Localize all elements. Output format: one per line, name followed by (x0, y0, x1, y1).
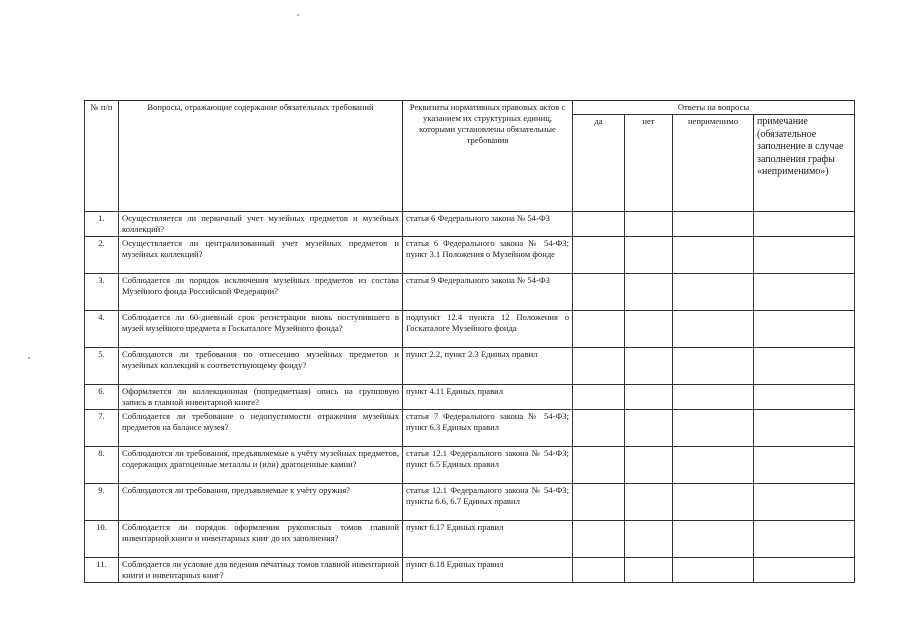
row-reference: статья 7 Федерального закона № 54-ФЗ; пункт 6.3 Единых правил (403, 410, 573, 447)
row-question: Соблюдается ли условие для ведения печатных томов главной инвентарной книги и инвентарных книг? (119, 558, 403, 583)
table-row (85, 447, 855, 484)
answer-no-cell[interactable] (625, 385, 673, 410)
row-number: 4. (85, 311, 119, 348)
row-question: Оформляется ли коллекционная (попредметная) опись на групповую запись в главной инвентарной книге? (119, 385, 403, 410)
answer-yes-cell[interactable] (573, 558, 625, 583)
answer-no-cell[interactable] (625, 348, 673, 385)
row-question: Соблюдаются ли требования, предъявляемые к учёту музейных предметов, содержащих драгоценные металлы и (или) драгоценные камни? (119, 447, 403, 484)
answer-no-cell[interactable] (625, 274, 673, 311)
answer-no-cell[interactable] (625, 521, 673, 558)
row-question: Соблюдается ли требование о недопустимости отражения музейных предметов на балансе музея? (119, 410, 403, 447)
row-reference: статья 9 Федерального закона № 54-ФЗ (403, 274, 573, 311)
answer-not-applicable-cell[interactable] (673, 447, 754, 484)
table-row (85, 274, 855, 311)
row-number: 11. (85, 558, 119, 583)
answer-yes-cell[interactable] (573, 484, 625, 521)
row-number: 7. (85, 410, 119, 447)
header-no: нет (625, 115, 673, 212)
header-answers-group: Ответы на вопросы (573, 101, 855, 115)
answer-not-applicable-cell[interactable] (673, 274, 754, 311)
row-reference: подпункт 12.4 пункта 12 Положения о Госкаталоге Музейного фонда (403, 311, 573, 348)
table-row (85, 558, 855, 583)
answer-not-applicable-cell[interactable] (673, 212, 754, 237)
row-question: Соблюдаются ли требования, предъявляемые к учёту оружия? (119, 484, 403, 521)
row-number: 9. (85, 484, 119, 521)
answer-note-cell[interactable] (754, 521, 855, 558)
row-reference: статья 12.1 Федерального закона № 54-ФЗ; пункты 6.6, 6.7 Единых правил (403, 484, 573, 521)
answer-yes-cell[interactable] (573, 274, 625, 311)
table-row (85, 237, 855, 274)
table-row (85, 410, 855, 447)
header-question: Вопросы, отражающие содержание обязательных требований (119, 101, 403, 212)
answer-no-cell[interactable] (625, 212, 673, 237)
answer-yes-cell[interactable] (573, 410, 625, 447)
table-row (85, 311, 855, 348)
table-row (85, 212, 855, 237)
row-question: Осуществляется ли первичный учет музейных предметов и музейных коллекций? (119, 212, 403, 237)
answer-note-cell[interactable] (754, 558, 855, 583)
answer-note-cell[interactable] (754, 311, 855, 348)
answer-yes-cell[interactable] (573, 237, 625, 274)
header-not-applicable: неприменимо (673, 115, 754, 212)
answer-no-cell[interactable] (625, 447, 673, 484)
row-reference: пункт 4.11 Единых правил (403, 385, 573, 410)
row-reference: пункт 2.2, пункт 2.3 Единых правил (403, 348, 573, 385)
answer-no-cell[interactable] (625, 311, 673, 348)
answer-note-cell[interactable] (754, 212, 855, 237)
answer-yes-cell[interactable] (573, 311, 625, 348)
answer-note-cell[interactable] (754, 385, 855, 410)
answer-not-applicable-cell[interactable] (673, 385, 754, 410)
answer-yes-cell[interactable] (573, 385, 625, 410)
answer-no-cell[interactable] (625, 410, 673, 447)
row-number: 1. (85, 212, 119, 237)
answer-note-cell[interactable] (754, 348, 855, 385)
answer-note-cell[interactable] (754, 237, 855, 274)
row-number: 3. (85, 274, 119, 311)
row-number: 5. (85, 348, 119, 385)
row-question: Соблюдается ли порядок исключения музейных предметов из состава Музейного фонда Российской Федерации? (119, 274, 403, 311)
answer-not-applicable-cell[interactable] (673, 484, 754, 521)
table-row (85, 521, 855, 558)
answer-no-cell[interactable] (625, 237, 673, 274)
answer-yes-cell[interactable] (573, 348, 625, 385)
scan-speck (28, 357, 30, 359)
answer-note-cell[interactable] (754, 274, 855, 311)
row-number: 10. (85, 521, 119, 558)
answer-not-applicable-cell[interactable] (673, 348, 754, 385)
row-number: 2. (85, 237, 119, 274)
answer-yes-cell[interactable] (573, 447, 625, 484)
answer-yes-cell[interactable] (573, 212, 625, 237)
table-body (85, 212, 855, 583)
table-header (85, 101, 855, 212)
row-number: 6. (85, 385, 119, 410)
row-number: 8. (85, 447, 119, 484)
answer-not-applicable-cell[interactable] (673, 237, 754, 274)
row-question: Соблюдается ли порядок оформления рукописных томов главной инвентарной книги и инвентарных книг до их заполнения? (119, 521, 403, 558)
row-question: Соблюдаются ли требования по отнесению музейных предметов и музейных коллекций к соответствующему фонду? (119, 348, 403, 385)
answer-not-applicable-cell[interactable] (673, 521, 754, 558)
header-num: № п/п (85, 101, 119, 212)
answer-yes-cell[interactable] (573, 521, 625, 558)
checklist-table (84, 100, 855, 583)
table-row (85, 385, 855, 410)
header-reference: Реквизиты нормативных правовых актов с указанием их структурных единиц, которыми установлены обязательные требования (403, 101, 573, 212)
table-row (85, 348, 855, 385)
row-reference: статья 6 Федерального закона № 54-ФЗ; пункт 3.1 Положения о Музейном фонде (403, 237, 573, 274)
row-reference: пункт 6.18 Единых правил (403, 558, 573, 583)
table-row (85, 484, 855, 521)
answer-note-cell[interactable] (754, 484, 855, 521)
row-question: Осуществляется ли централизованный учет музейных предметов и музейных коллекций? (119, 237, 403, 274)
scan-speck (297, 14, 299, 16)
header-yes: да (573, 115, 625, 212)
answer-not-applicable-cell[interactable] (673, 558, 754, 583)
answer-no-cell[interactable] (625, 484, 673, 521)
answer-note-cell[interactable] (754, 447, 855, 484)
row-reference: пункт 6.17 Единых правил (403, 521, 573, 558)
header-note: примечание (обязательное заполнение в случае заполнения графы «неприменимо») (754, 115, 855, 212)
row-reference: статья 12.1 Федерального закона № 54-ФЗ; пункт 6.5 Единых правил (403, 447, 573, 484)
row-reference: статья 6 Федерального закона № 54-ФЗ (403, 212, 573, 237)
answer-not-applicable-cell[interactable] (673, 410, 754, 447)
row-question: Соблюдается ли 60-дневный срок регистрации вновь поступившего в музей музейного предмета в Госкаталоге Музейного фонда? (119, 311, 403, 348)
answer-not-applicable-cell[interactable] (673, 311, 754, 348)
answer-note-cell[interactable] (754, 410, 855, 447)
answer-no-cell[interactable] (625, 558, 673, 583)
